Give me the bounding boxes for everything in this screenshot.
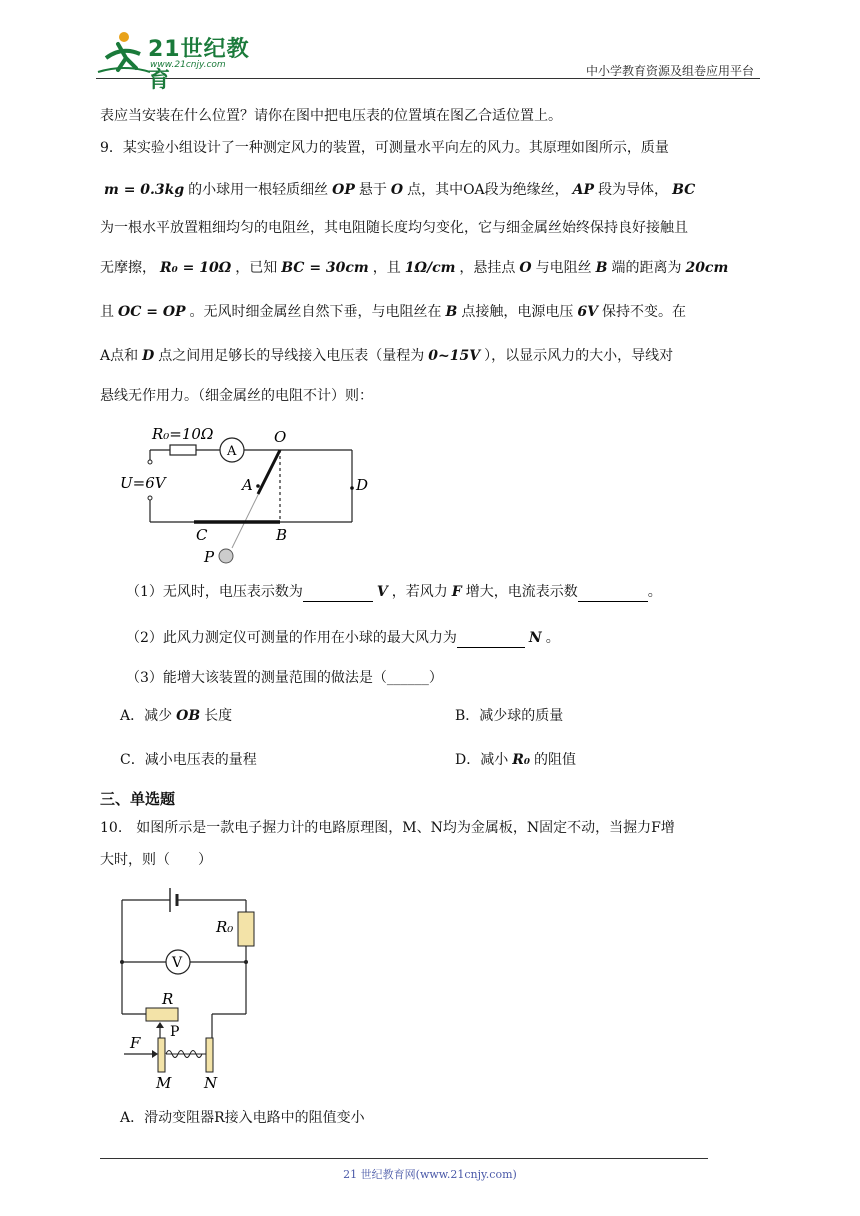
logo-url: www.21cnjy.com	[150, 60, 226, 70]
b-point-label: B	[276, 526, 288, 544]
runner-logo-icon	[96, 28, 152, 76]
q10-option-a[interactable]: A．滑动变阻器R接入电路中的阻值变小	[120, 1110, 365, 1126]
question-9-line-1: 9．某实验小组设计了一种测定风力的装置，可测量水平向左的风力。其原理如图所示，质量	[100, 140, 669, 156]
r0-label: R₀=10Ω	[152, 425, 214, 443]
option-c[interactable]: C．减小电压表的量程	[120, 752, 257, 768]
wind-force-circuit-diagram	[118, 420, 378, 570]
ammeter-label: A	[227, 444, 237, 459]
text-line: 表应当安装在什么位置？请你在图中把电压表的位置填在图乙合适位置上。	[100, 108, 562, 124]
f-force-label: F	[130, 1034, 141, 1052]
logo	[96, 28, 266, 93]
c-point-label: C	[196, 526, 208, 544]
grip-meter-circuit-diagram	[110, 880, 280, 1092]
option-a[interactable]: A．减少 OB 长度	[120, 708, 233, 724]
option-d[interactable]: D．减小 R₀ 的阻值	[455, 752, 577, 768]
question-9-line-4: 无摩擦， R₀ = 10Ω ，已知 BC = 30cm ，且 1Ω/cm ，悬挂点 O 与电阻丝 B 端的距离为 20cm	[100, 260, 729, 276]
d-point-label: D	[356, 476, 369, 494]
page-footer: 21 世纪教育网(www.21cnjy.com)	[343, 1168, 517, 1181]
sub-question-3: （3）能增大该装置的测量范围的做法是（______）	[126, 670, 443, 686]
n-plate-label: N	[204, 1074, 218, 1092]
header-platform-text: 中小学教育资源及组卷应用平台	[585, 64, 754, 78]
p-slider-label: P	[170, 1024, 180, 1040]
voltage-label: U=6V	[120, 474, 166, 492]
m-plate-label: M	[156, 1074, 172, 1092]
sub-question-1: （1）无风时，电压表示数为 V ，若风力 F 增大，电流表示数 。	[126, 584, 662, 600]
r-label: R	[162, 990, 174, 1008]
question-9-line-7: 悬线无作用力。（细金属丝的电阻不计）则：	[100, 388, 373, 404]
r0-label: R₀	[216, 918, 234, 936]
question-10-line-1: 10. 如图所示是一款电子握力计的电路原理图，M、N均为金属板，N固定不动，当握力F增	[100, 820, 675, 836]
question-10-line-2: 大时，则（ ）	[100, 852, 212, 868]
o-point-label: O	[274, 428, 287, 446]
question-9-line-3: 为一根水平放置粗细均匀的电阻丝，其电阻随长度均匀变化，它与细金属丝始终保持良好接触且	[100, 220, 688, 236]
footer-divider	[100, 1158, 708, 1159]
question-9-line-2: m = 0.3kg 的小球用一根轻质细丝 OP 悬于 O 点，其中OA段为绝缘丝， AP 段为导体， BC	[104, 182, 696, 198]
answer-blank[interactable]	[578, 585, 648, 602]
sub-question-2: （2）此风力测定仪可测量的作用在小球的最大风力为 N 。	[126, 630, 560, 646]
a-point-label: A	[242, 476, 253, 494]
p-point-label: P	[204, 548, 215, 566]
voltmeter-label: V	[172, 955, 183, 971]
question-9-line-6: A点和 D 点之间用足够长的导线接入电压表（量程为 0~15V ），以显示风力的大小，导线对	[100, 348, 674, 364]
option-b[interactable]: B．减少球的质量	[455, 708, 564, 724]
question-9-line-5: 且 OC = OP 。无风时细金属丝自然下垂，与电阻丝在 B 点接触，电源电压 6V 保持不变。在	[100, 304, 686, 320]
page-header	[96, 28, 760, 93]
answer-blank[interactable]	[457, 631, 525, 648]
section-title: 三、单选题	[100, 790, 176, 808]
logo-text: 21世纪教育	[148, 37, 250, 93]
answer-blank[interactable]	[303, 585, 373, 602]
